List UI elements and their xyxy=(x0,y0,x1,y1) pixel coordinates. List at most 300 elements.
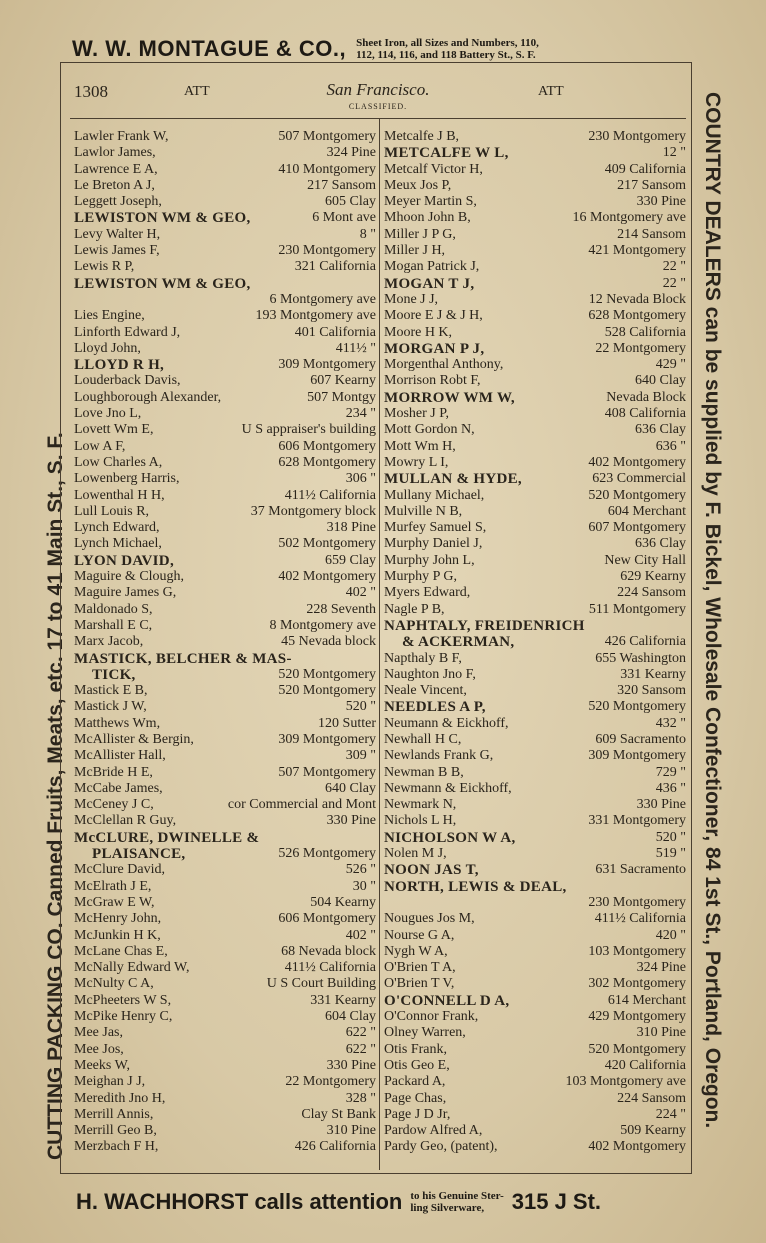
entry-name: Mott Wm H, xyxy=(384,438,456,454)
directory-entry xyxy=(384,455,686,471)
section-label: CLASSIFIED. xyxy=(348,102,408,111)
entry-name: TICK, xyxy=(92,666,136,683)
directory-entry xyxy=(384,227,686,243)
directory-entry xyxy=(74,455,376,471)
entry-name: O'Brien T V, xyxy=(384,976,455,992)
entry-address: 217 Sansom xyxy=(307,177,376,193)
directory-entry xyxy=(74,797,376,813)
directory-entry xyxy=(74,732,376,748)
entry-name: Lowenberg Harris, xyxy=(74,471,180,487)
directory-entry xyxy=(74,862,376,878)
directory-entry xyxy=(74,145,376,161)
entry-name: McPheeters W S, xyxy=(74,992,172,1008)
directory-entry xyxy=(74,504,376,520)
directory-entry xyxy=(384,765,686,781)
entry-name: Page J D Jr, xyxy=(384,1106,451,1122)
entry-address: 330 Pine xyxy=(326,1057,376,1073)
directory-entry xyxy=(384,569,686,585)
entry-name: Maguire James G, xyxy=(74,585,177,601)
entry-address: 12 " xyxy=(662,145,686,161)
entry-name: LLOYD R H, xyxy=(74,357,165,374)
entry-address: 402 " xyxy=(345,927,376,943)
directory-entry xyxy=(74,422,376,438)
entry-name: McCabe James, xyxy=(74,780,163,796)
directory-entry xyxy=(384,406,686,422)
directory-entry xyxy=(74,308,376,324)
entry-address: 330 Pine xyxy=(326,813,376,829)
entry-address: 606 Montgomery xyxy=(278,911,376,927)
entry-address: 331 Kearny xyxy=(310,992,376,1008)
directory-entry xyxy=(384,471,686,487)
entry-name: Nygh W A, xyxy=(384,943,448,959)
city-title: San Francisco. xyxy=(326,80,430,99)
entry-name: Low A F, xyxy=(74,438,126,454)
entry-address: 310 Pine xyxy=(326,1123,376,1139)
entry-address: 628 Montgomery xyxy=(278,454,376,470)
entry-address: 410 Montgomery xyxy=(278,161,376,177)
entry-address: 330 Pine xyxy=(636,797,686,813)
entry-address: 429 Montgomery xyxy=(588,1009,686,1025)
directory-entry xyxy=(384,276,686,292)
entry-name: Lawler Frank W, xyxy=(74,129,169,144)
entry-address: 409 California xyxy=(604,161,686,177)
directory-entry xyxy=(74,928,376,944)
entry-address: 623 Commercial xyxy=(592,471,686,487)
entry-name: Neumann & Eickhoff, xyxy=(384,715,509,731)
entry-address: 636 " xyxy=(655,438,686,454)
entry-address: 401 California xyxy=(294,324,376,340)
entry-address: 426 California xyxy=(604,634,686,650)
directory-entry xyxy=(384,488,686,504)
entry-name: Mullany Michael, xyxy=(384,487,485,503)
directory-entry xyxy=(74,895,376,911)
entry-address: 420 California xyxy=(604,1057,686,1073)
entry-address: 655 Washington xyxy=(595,650,686,666)
bottom-advertisement xyxy=(76,1182,716,1222)
directory-entry xyxy=(384,667,686,683)
entry-name: Mee Jos, xyxy=(74,1041,124,1057)
entry-name: Murfey Samuel S, xyxy=(384,520,487,536)
advertiser-name: H. WACHHORST calls attention xyxy=(76,1189,403,1214)
directory-entry xyxy=(384,1042,686,1058)
entry-address: 507 Montgy xyxy=(307,389,376,405)
entry-name: Page Chas, xyxy=(384,1090,447,1106)
entry-address: 628 Montgomery xyxy=(588,308,686,324)
entry-name: McNulty C A, xyxy=(74,976,154,992)
entry-address: 526 Montgomery xyxy=(278,846,376,862)
entry-address: 224 Sansom xyxy=(617,1090,686,1106)
entry-name: Lynch Edward, xyxy=(74,520,160,536)
entry-name: Mosher J P, xyxy=(384,406,449,422)
entry-name: LYON DAVID, xyxy=(74,552,174,569)
advertiser-name: W. W. MONTAGUE & CO., xyxy=(72,36,347,61)
directory-entry xyxy=(74,667,376,683)
entry-name: Mee Jas, xyxy=(74,1025,123,1041)
entry-address: 636 Clay xyxy=(635,422,686,438)
entry-name: Love Jno L, xyxy=(74,406,142,422)
entry-name: Lewis R P, xyxy=(74,259,135,275)
entry-name: McAllister Hall, xyxy=(74,748,166,764)
entry-name: Naughton Jno F, xyxy=(384,666,476,682)
entry-address: 629 Kearny xyxy=(620,569,686,585)
entry-name: NOON JAS T, xyxy=(384,862,479,879)
entry-address: 306 " xyxy=(345,471,376,487)
entry-name: Murphy P G, xyxy=(384,569,457,585)
directory-entry xyxy=(74,1009,376,1025)
directory-entry xyxy=(384,1139,686,1155)
entry-address: 640 Clay xyxy=(635,373,686,389)
entry-name: Lies Engine, xyxy=(74,308,145,324)
directory-entry xyxy=(74,634,376,650)
directory-entry xyxy=(384,422,686,438)
directory-entry xyxy=(384,553,686,569)
entry-name: MORROW WM W, xyxy=(384,389,515,406)
directory-entry xyxy=(74,1107,376,1123)
directory-entry xyxy=(384,145,686,161)
page-number: 1308 xyxy=(74,82,108,101)
entry-name: Meredith Jno H, xyxy=(74,1090,166,1106)
entry-name: McClellan R Guy, xyxy=(74,813,177,829)
entry-name: Mowry L I, xyxy=(384,454,449,470)
entry-address: 318 Pine xyxy=(326,520,376,536)
directory-entry xyxy=(384,911,686,927)
entry-name: Lawlor James, xyxy=(74,145,156,161)
entry-address: 436 " xyxy=(655,780,686,796)
entry-address: 520 Montgomery xyxy=(278,666,376,682)
directory-entry xyxy=(74,618,376,634)
entry-address: 302 Montgomery xyxy=(588,976,686,992)
entry-name: Leggett Joseph, xyxy=(74,194,162,210)
directory-entry xyxy=(74,292,376,308)
directory-entry xyxy=(74,879,376,895)
entry-name: NORTH, LEWIS & DEAL, xyxy=(384,878,567,895)
directory-entry xyxy=(74,520,376,536)
entry-address: 217 Sansom xyxy=(617,177,686,193)
entry-address: 408 California xyxy=(604,406,686,422)
directory-entry xyxy=(74,536,376,552)
directory-entry xyxy=(74,569,376,585)
entry-name: Packard A, xyxy=(384,1074,446,1090)
entry-address: 22 Montgomery xyxy=(595,340,686,356)
entry-name: Murphy Daniel J, xyxy=(384,536,483,552)
entry-address: 224 " xyxy=(655,1106,686,1122)
advertisement-text: to his Genuine Ster- ling Silverware, xyxy=(410,1190,504,1214)
directory-entry xyxy=(384,716,686,732)
entry-name: METCALFE W L, xyxy=(384,145,509,162)
directory-entry xyxy=(74,846,376,862)
entry-address: 6 Mont ave xyxy=(312,210,376,226)
entry-address: 12 Nevada Block xyxy=(588,291,686,307)
directory-entry xyxy=(384,390,686,406)
entry-name: Mott Gordon N, xyxy=(384,422,475,438)
entry-address: 22 " xyxy=(662,259,686,275)
entry-name: Levy Walter H, xyxy=(74,226,161,242)
column-divider xyxy=(379,118,380,1170)
directory-entry xyxy=(74,699,376,715)
entry-name: Meighan J J, xyxy=(74,1074,146,1090)
entry-address: 604 Clay xyxy=(325,1009,376,1025)
entry-name: Newhall H C, xyxy=(384,731,462,747)
entry-address: 330 Pine xyxy=(636,194,686,210)
entry-name: Newmark N, xyxy=(384,797,457,813)
entry-name: Mhoon John B, xyxy=(384,210,471,226)
entry-address: 30 " xyxy=(352,878,376,894)
entry-name: Lowenthal H H, xyxy=(74,487,165,503)
entry-address: 607 Montgomery xyxy=(588,520,686,536)
directory-entry xyxy=(74,178,376,194)
entry-address: 411½ California xyxy=(594,911,686,927)
entry-address: 331 Kearny xyxy=(620,666,686,682)
directory-entry xyxy=(74,813,376,829)
entry-address: 432 " xyxy=(655,715,686,731)
directory-entry xyxy=(384,928,686,944)
directory-entry xyxy=(74,651,376,667)
entry-name: Loughborough Alexander, xyxy=(74,389,222,405)
entry-address: 604 Merchant xyxy=(607,503,686,519)
directory-entry xyxy=(384,210,686,226)
directory-entry xyxy=(74,194,376,210)
entry-name: Nougues Jos M, xyxy=(384,911,475,927)
entry-address: 421 Montgomery xyxy=(588,243,686,259)
directory-entry xyxy=(74,210,376,226)
entry-name: Mastick E B, xyxy=(74,683,148,699)
entry-name: Nourse G A, xyxy=(384,927,455,943)
directory-entry xyxy=(74,830,376,846)
entry-address: Clay St Bank xyxy=(301,1106,376,1122)
entry-name: Otis Frank, xyxy=(384,1041,447,1057)
directory-entry xyxy=(384,308,686,324)
entry-name: McCLURE, DWINELLE & xyxy=(74,829,260,846)
entry-name: Myers Edward, xyxy=(384,585,471,601)
entry-name: Marx Jacob, xyxy=(74,634,144,650)
directory-entry xyxy=(74,1025,376,1041)
left-guide-word: ATT xyxy=(184,84,210,99)
entry-address: 331 Montgomery xyxy=(588,813,686,829)
advertisement-text: Sheet Iron, all Sizes and Numbers, 110, 112, 114, 116, and 118 Battery St., S. F. xyxy=(356,37,539,61)
entry-name: Louderback Davis, xyxy=(74,373,181,389)
entry-name: Pardow Alfred A, xyxy=(384,1123,483,1139)
entry-name: Metcalf Victor H, xyxy=(384,161,483,177)
directory-entry xyxy=(384,1091,686,1107)
directory-entry xyxy=(384,373,686,389)
directory-entry xyxy=(384,325,686,341)
directory-entry xyxy=(384,618,686,634)
entry-address: 609 Sacramento xyxy=(595,731,686,747)
entry-address: cor Commercial and Mont xyxy=(227,797,376,813)
entry-address: 37 Montgomery block xyxy=(250,503,376,519)
entry-name: Miller J H, xyxy=(384,243,446,259)
entry-name: Morrison Robt F, xyxy=(384,373,481,389)
entry-name: Lovett Wm E, xyxy=(74,422,154,438)
directory-entry xyxy=(384,1107,686,1123)
directory-entry xyxy=(384,194,686,210)
entry-name: McAllister & Bergin, xyxy=(74,731,194,747)
entry-address: 234 " xyxy=(345,406,376,422)
entry-name: MASTICK, BELCHER & MAS- xyxy=(74,650,292,667)
entry-name: Lynch Michael, xyxy=(74,536,162,552)
entry-name: Lull Louis R, xyxy=(74,503,150,519)
entry-name: Matthews Wm, xyxy=(74,715,161,731)
entry-address: 309 Montgomery xyxy=(278,731,376,747)
entry-address: 103 Montgomery xyxy=(588,943,686,959)
directory-entry xyxy=(74,129,376,145)
directory-entry xyxy=(384,536,686,552)
entry-name: & ACKERMAN, xyxy=(402,634,515,651)
entry-name: Olney Warren, xyxy=(384,1025,466,1041)
entry-address: 224 Sansom xyxy=(617,585,686,601)
directory-entry xyxy=(74,162,376,178)
entry-address: 402 Montgomery xyxy=(278,569,376,585)
directory-entry xyxy=(74,1139,376,1155)
entry-address: 605 Clay xyxy=(325,194,376,210)
entry-address: 328 " xyxy=(345,1090,376,1106)
entry-address: 309 Montgomery xyxy=(278,357,376,373)
entry-address: 411½ " xyxy=(335,340,376,356)
directory-entry xyxy=(74,325,376,341)
directory-entry xyxy=(74,259,376,275)
entry-name: Mulville N B, xyxy=(384,503,463,519)
header-rule xyxy=(70,118,686,119)
entry-address: U S Court Building xyxy=(266,976,376,992)
right-column xyxy=(384,129,686,1156)
directory-entry xyxy=(384,634,686,650)
entry-name: McCeney J C, xyxy=(74,797,154,813)
directory-entry xyxy=(384,846,686,862)
directory-entry xyxy=(384,960,686,976)
entry-name: Le Breton A J, xyxy=(74,177,155,193)
directory-entry xyxy=(384,243,686,259)
directory-entry xyxy=(384,1009,686,1025)
entry-address: 8 " xyxy=(359,226,376,242)
directory-entry xyxy=(384,944,686,960)
directory-entry xyxy=(74,357,376,373)
entry-address: 528 California xyxy=(604,324,686,340)
entry-address: 16 Montgomery ave xyxy=(572,210,686,226)
directory-entry xyxy=(384,504,686,520)
entry-address: 509 Kearny xyxy=(620,1123,686,1139)
entry-name: Newman B B, xyxy=(384,764,464,780)
directory-entry xyxy=(384,748,686,764)
directory-entry xyxy=(384,178,686,194)
directory-entry xyxy=(384,813,686,829)
directory-entry xyxy=(384,732,686,748)
directory-entry xyxy=(384,895,686,911)
entry-address: 729 " xyxy=(655,764,686,780)
entry-address: 606 Montgomery xyxy=(278,438,376,454)
entry-address: 324 Pine xyxy=(636,960,686,976)
entry-address: 511 Montgomery xyxy=(588,601,686,617)
entry-name: Meeks W, xyxy=(74,1057,130,1073)
entry-name: Maldonado S, xyxy=(74,601,153,617)
entry-name: Moore H K, xyxy=(384,324,453,340)
entry-name: Napthaly B F, xyxy=(384,650,462,666)
entry-name: Morgenthal Anthony, xyxy=(384,357,504,373)
entry-address: 526 " xyxy=(345,862,376,878)
entry-name: Merzbach F H, xyxy=(74,1139,159,1155)
entry-address: 402 Montgomery xyxy=(588,1139,686,1155)
entry-address: 103 Montgomery ave xyxy=(565,1074,686,1090)
directory-entry xyxy=(74,993,376,1009)
entry-name: Moore E J & J H, xyxy=(384,308,483,324)
entry-name: LEWISTON WM & GEO, xyxy=(74,210,251,227)
entry-name: MOGAN T J, xyxy=(384,275,475,292)
entry-address: 411½ California xyxy=(284,487,376,503)
entry-name: Merrill Annis, xyxy=(74,1106,154,1122)
entry-name: Nolen M J, xyxy=(384,846,447,862)
entry-address: 230 Montgomery xyxy=(588,129,686,144)
directory-entry xyxy=(74,439,376,455)
directory-entry xyxy=(74,911,376,927)
entry-address: 659 Clay xyxy=(325,552,376,568)
directory-entry xyxy=(74,227,376,243)
entry-name: Meyer Martin S, xyxy=(384,194,477,210)
directory-entry xyxy=(384,259,686,275)
entry-name: Lloyd John, xyxy=(74,340,141,356)
entry-address: 320 Sansom xyxy=(617,683,686,699)
entry-name: O'Brien T A, xyxy=(384,960,456,976)
right-margin-advertisement: COUNTRY DEALERS can be supplied by F. Bickel, Wholesale Confectioner, 84 1st St., Portland, Oregon. xyxy=(701,92,724,1129)
entry-address: 519 " xyxy=(655,846,686,862)
entry-name: Pardy Geo, (patent), xyxy=(384,1139,498,1155)
left-margin-advertisement: CUTTING PACKING CO. Canned Fruits, Meats, etc. 17 to 41 Main St., S. F. xyxy=(44,432,67,1160)
entry-address: 309 " xyxy=(345,748,376,764)
entry-name: Newmann & Eickhoff, xyxy=(384,780,512,796)
directory-entry xyxy=(74,488,376,504)
entry-address: 622 " xyxy=(345,1025,376,1041)
entry-address: 214 Sansom xyxy=(617,226,686,242)
entry-name: Murphy John L, xyxy=(384,552,475,568)
directory-entry xyxy=(384,830,686,846)
entry-address: 230 Montgomery xyxy=(588,894,686,910)
left-column xyxy=(74,129,376,1156)
directory-entry xyxy=(74,748,376,764)
entry-address: 45 Nevada block xyxy=(281,634,376,650)
entry-address: U S appraiser's building xyxy=(241,422,376,438)
entry-name: LEWISTON WM & GEO, xyxy=(74,275,251,292)
entry-address: 640 Clay xyxy=(325,780,376,796)
entry-address: 120 Sutter xyxy=(318,715,376,731)
entry-name: McGraw E W, xyxy=(74,894,155,910)
entry-name: NEEDLES A P, xyxy=(384,699,486,716)
entry-address: 420 " xyxy=(655,927,686,943)
entry-name: Mastick J W, xyxy=(74,699,147,715)
directory-entry xyxy=(384,1025,686,1041)
entry-name: Metcalfe J B, xyxy=(384,129,460,144)
entry-address: 309 Montgomery xyxy=(588,748,686,764)
directory-entry xyxy=(384,439,686,455)
directory-entry xyxy=(74,243,376,259)
directory-entry xyxy=(384,1058,686,1074)
entry-address: 230 Montgomery xyxy=(278,243,376,259)
entry-name: Low Charles A, xyxy=(74,454,163,470)
entry-address: 324 Pine xyxy=(326,145,376,161)
directory-entry xyxy=(384,797,686,813)
entry-name: Otis Geo E, xyxy=(384,1057,450,1073)
entry-address: 507 Montgomery xyxy=(278,129,376,144)
entry-name: Lawrence E A, xyxy=(74,161,158,177)
directory-entry xyxy=(384,879,686,895)
directory-entry xyxy=(384,651,686,667)
entry-name: Neale Vincent, xyxy=(384,683,467,699)
entry-address: 193 Montgomery ave xyxy=(255,308,376,324)
entry-name: Marshall E C, xyxy=(74,617,153,633)
entry-address: 622 " xyxy=(345,1041,376,1057)
directory-entry xyxy=(74,390,376,406)
entry-name: Maguire & Clough, xyxy=(74,569,185,585)
directory-entry xyxy=(384,357,686,373)
right-guide-word: ATT xyxy=(538,84,564,99)
top-advertisement xyxy=(72,32,682,66)
